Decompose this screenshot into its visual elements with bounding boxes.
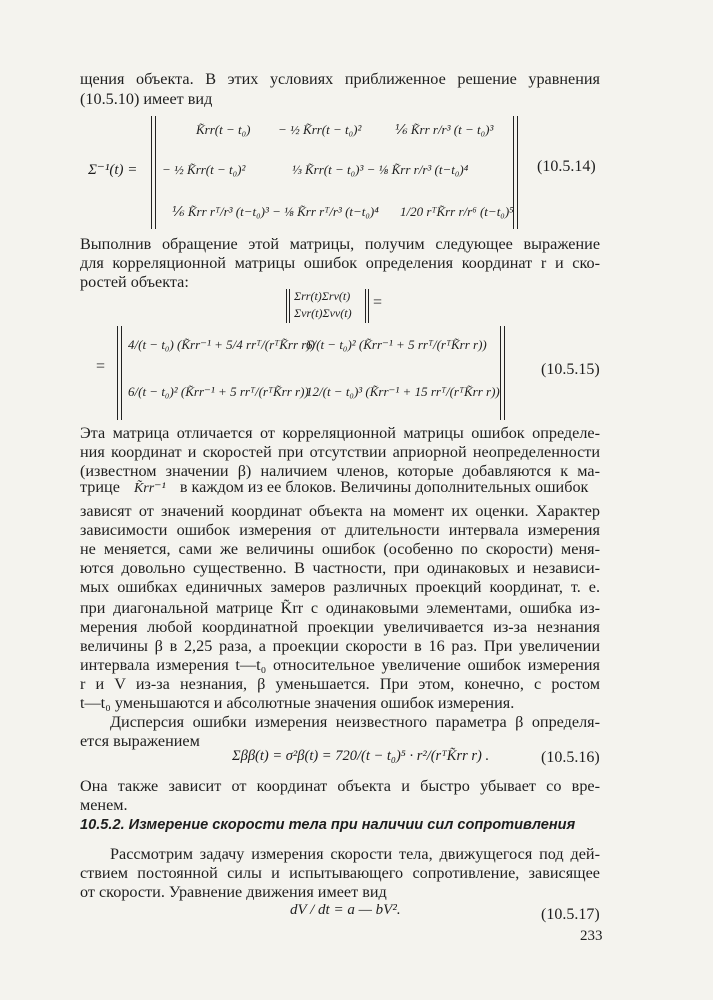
matrix-bar-right — [517, 116, 518, 229]
matrix-cell: ⅙ K̃rr rᵀ/r³ (t−t₀)³ − ⅛ K̃rr rᵀ/r³ (t−t₀)⁴ — [172, 204, 379, 219]
equation-number: (10.5.17) — [541, 906, 600, 923]
text-line: зависят от значений координат объекта на момент их оценки. Характер — [80, 502, 600, 520]
text-line: не меняется, сами же величины ошибок (особенно по скорости) меня- — [80, 540, 600, 558]
text-line: мерения любой координатной проекции увеличивается из-за незнания — [80, 618, 600, 636]
text-line: щения объекта. В этих условиях приближенное решение уравнения — [80, 70, 600, 88]
matrix-cell: ⅙ K̃rr r/r³ (t − t₀)³ — [395, 122, 494, 137]
text-line: ствием постоянной силы и испытывающего сопротивление, зависящее — [80, 864, 600, 882]
text-line: t—t₀ уменьшаются и абсолютные значения ошибок измерения. — [80, 694, 515, 712]
equation-number: (10.5.15) — [541, 361, 600, 378]
text-line: от скорости. Уравнение движения имеет вид — [80, 883, 387, 901]
matrix-bar-left — [121, 326, 122, 420]
matrix-cell: Σvr(t)Σvv(t) — [294, 306, 352, 320]
text-line: r и V из-за незнания, β уменьшается. При этом, конечно, с ростом — [80, 675, 600, 693]
matrix-bar-left — [117, 326, 118, 420]
matrix-cell: − ½ K̃rr(t − t₀)² — [278, 122, 362, 137]
equals-sign: = — [96, 358, 106, 375]
matrix-bar-right — [368, 289, 369, 323]
matrix-cell: 6/(t − t₀)² (K̃rr⁻¹ + 5 rrᵀ/(rᵀK̃rr r)) — [306, 337, 487, 352]
text-line: зависимости ошибок измерения от длительности интервала измерения — [80, 521, 600, 539]
matrix-bar-left — [286, 289, 287, 323]
text-line — [80, 478, 600, 497]
section-heading: 10.5.2. Измерение скорости тела при наличии сил сопротивления — [80, 817, 576, 833]
matrix-cell: 4/(t − t₀) (K̃rr⁻¹ + 5/4 rrᵀ/(rᵀK̃rr r)) — [128, 337, 315, 352]
text-fragment: трице — [80, 478, 120, 496]
matrix-cell: Σrr(t)Σrv(t) — [294, 289, 351, 303]
equation-lhs: Σ⁻¹(t) = — [88, 162, 138, 178]
matrix-cell: − ½ K̃rr(t − t₀)² — [162, 162, 246, 177]
text-line: величины β в 2,25 раза, а проекции скорости в 16 раз. При увеличении — [80, 637, 600, 655]
text-line: Дисперсия ошибки измерения неизвестного параметра β определя- — [110, 713, 600, 731]
equals-sign: = — [373, 294, 383, 311]
equation-10-5-17: dV / dt = a — bV². — [290, 902, 401, 918]
text-line: мых ошибках единичных замеров различных проекций координат, т. е. — [80, 578, 600, 596]
matrix-cell: K̃rr(t − t₀) — [196, 122, 251, 137]
text-line: менем. — [80, 796, 128, 814]
matrix-bar-right — [365, 289, 366, 323]
text-line: ростей объекта: — [80, 273, 189, 291]
inline-math: K̃rr⁻¹ — [133, 481, 166, 496]
text-line: Эта матрица отличается от корреляционной матрицы ошибок определе- — [80, 424, 600, 442]
text-fragment: в каждом из ее блоков. Величины дополнительных ошибок — [179, 478, 589, 496]
text-line: для корреляционной матрицы ошибок определения координат r и ско- — [80, 254, 600, 272]
matrix-cell: ⅓ K̃rr(t − t₀)³ − ⅛ K̃rr r/r³ (t−t₀)⁴ — [292, 162, 469, 177]
text-line: ются довольно существенно. В частности, при одинаковых и независи- — [80, 559, 600, 577]
text-line: при диагональной матрице K̃rr с одинаковыми элементами, ошибка из- — [80, 599, 600, 617]
equation-number: (10.5.16) — [541, 749, 600, 766]
matrix-bar-left — [155, 116, 156, 229]
text-line: интервала измерения t—t₀ относительное увеличение ошибок измерения — [80, 656, 600, 674]
equation-number: (10.5.14) — [537, 158, 596, 175]
text-line: ется выражением — [80, 732, 200, 750]
page-number: 233 — [580, 928, 603, 944]
matrix-cell: 6/(t − t₀)² (K̃rr⁻¹ + 5 rrᵀ/(rᵀK̃rr r)) — [128, 384, 309, 399]
matrix-cell: 1/20 rᵀK̃rr r/r⁶ (t−t₀)⁵ — [400, 204, 514, 219]
equation-10-5-16: Σββ(t) = σ²β(t) = 720/(t − t₀)⁵ · r²/(rᵀK̃rr r) . — [232, 748, 490, 764]
matrix-cell: 12/(t − t₀)³ (K̃rr⁻¹ + 15 rrᵀ/(rᵀK̃rr r)) — [306, 384, 500, 399]
text-line: (10.5.10) имеет вид — [80, 90, 213, 108]
text-line: Рассмотрим задачу измерения скорости тела, движущегося под дей- — [110, 845, 600, 863]
matrix-bar-left — [289, 289, 290, 323]
matrix-bar-right — [504, 326, 505, 420]
text-line: (известном значении β) наличием членов, которые добавляются к ма- — [80, 462, 600, 480]
text-line: Выполнив обращение этой матрицы, получим следующее выражение — [80, 235, 600, 253]
matrix-bar-left — [151, 116, 152, 229]
text-line: Она также зависит от координат объекта и быстро убывает со вре- — [80, 777, 600, 795]
matrix-bar-right — [500, 326, 501, 420]
text-line: ния координат и скоростей при отсутствии априорной неопределенности — [80, 443, 600, 461]
